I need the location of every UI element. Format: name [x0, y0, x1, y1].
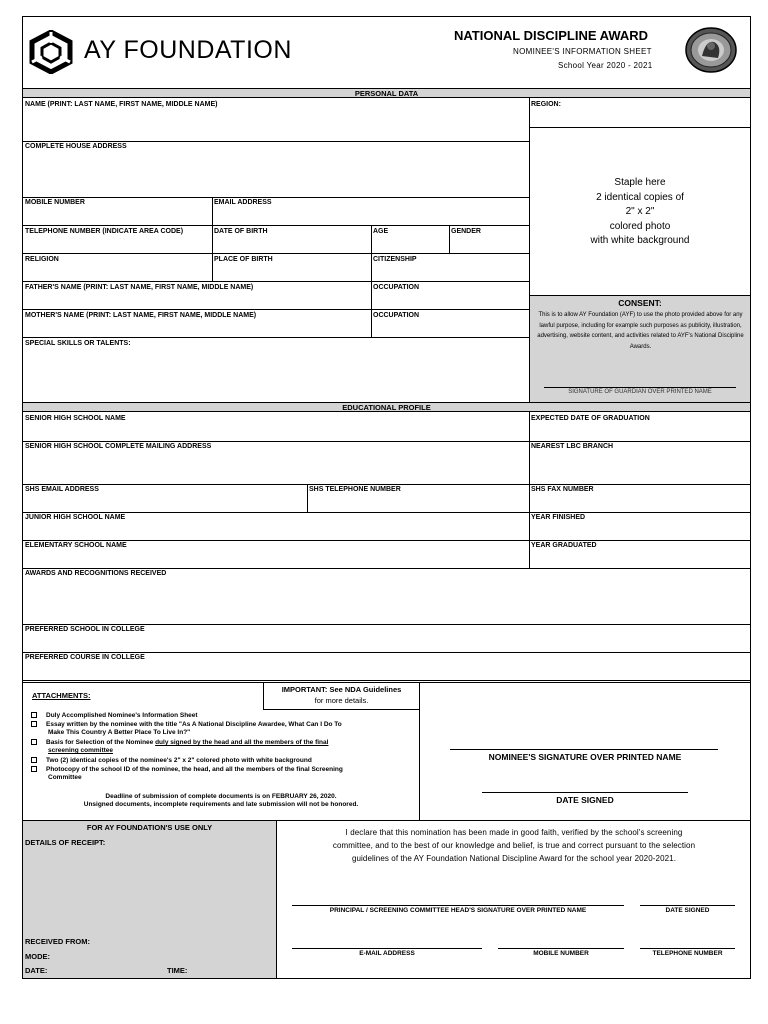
nominee-signature-label: NOMINEE'S SIGNATURE OVER PRINTED NAME — [488, 752, 682, 762]
declaration-text — [278, 826, 750, 865]
foundation-seal-icon — [684, 26, 738, 74]
deadline-note: Deadline of submission of complete documents is on FEBRUARY 26, 2020. — [105, 793, 337, 800]
principal-email-label: E-MAIL ADDRESS — [359, 950, 415, 957]
principal-telephone-label: TELEPHONE NUMBER — [652, 950, 723, 957]
consent-text: This is to allow AY Foundation (AYF) to use the photo provided above for any lawful purpose, including for example such purposes as publicity, illustration, advertising, website content, and activities related to AYF's National Discipline Awards. — [537, 312, 744, 350]
shs-email-label: SHS EMAIL ADDRESS — [25, 486, 99, 493]
attachment-item-cont: screening committee — [48, 747, 114, 754]
principal-signature-label: PRINCIPAL / SCREENING COMMITTEE HEAD'S SIGNATURE OVER PRINTED NAME — [329, 907, 587, 914]
educational-profile-header: EDUCATIONAL PROFILE — [23, 402, 750, 412]
checkbox-icon[interactable] — [31, 712, 37, 718]
attachment-item: Two (2) identical copies of the nominee's 2" x 2" colored photo with white background — [31, 757, 391, 765]
checkbox-icon[interactable] — [31, 757, 37, 763]
college-course-label: PREFERRED COURSE IN COLLEGE — [25, 654, 145, 661]
photo-line-4: colored photo — [609, 220, 671, 232]
awards-label: AWARDS AND RECOGNITIONS RECEIVED — [25, 570, 167, 577]
checkbox-icon[interactable] — [31, 721, 37, 727]
telephone-label: TELEPHONE NUMBER (INDICATE AREA CODE) — [25, 228, 184, 235]
photo-instructions — [530, 176, 750, 249]
email-label: EMAIL ADDRESS — [214, 199, 272, 206]
time-label: TIME: — [167, 966, 188, 975]
shs-address-label: SENIOR HIGH SCHOOL COMPLETE MAILING ADDRESS — [25, 443, 212, 450]
photo-line-1: Staple here — [614, 177, 666, 188]
important-line-2: for more details. — [314, 696, 369, 705]
jhs-name-label: JUNIOR HIGH SCHOOL NAME — [25, 514, 126, 521]
shs-fax-label: SHS FAX NUMBER — [531, 486, 594, 493]
shs-phone-label: SHS TELEPHONE NUMBER — [309, 486, 401, 493]
attachment-item-cont: Make This Country A Better Place To Live In?" — [48, 729, 191, 736]
personal-data-header: PERSONAL DATA — [23, 88, 750, 98]
photo-line-5: with white background — [590, 235, 690, 246]
lbc-label: NEAREST LBC BRANCH — [531, 443, 614, 450]
declaration-line-1: I declare that this nomination has been made in good faith, verified by the school's screening — [345, 828, 683, 837]
attachment-item-cont: Committee — [48, 774, 82, 781]
address-label: COMPLETE HOUSE ADDRESS — [25, 143, 127, 150]
hexagon-logo-icon — [28, 30, 74, 74]
gender-label: GENDER — [451, 228, 481, 235]
mother-occupation-label: OCCUPATION — [373, 312, 420, 319]
college-school-label: PREFERRED SCHOOL IN COLLEGE — [25, 626, 145, 633]
year-finished-label: YEAR FINISHED — [531, 514, 586, 521]
checkbox-icon[interactable] — [31, 739, 37, 745]
logo — [28, 30, 74, 74]
father-label: FATHER'S NAME (PRINT: LAST NAME, FIRST NAME, MIDDLE NAME) — [25, 284, 254, 291]
seal — [684, 26, 738, 74]
principal-date-signed-label: DATE SIGNED — [665, 907, 710, 914]
guardian-signature-label: SIGNATURE OF GUARDIAN OVER PRINTED NAME — [568, 389, 712, 395]
award-title: NATIONAL DISCIPLINE AWARD — [454, 28, 649, 43]
age-label: AGE — [373, 228, 389, 235]
mode-label: MODE: — [25, 952, 50, 961]
unsigned-note: Unsigned documents, incomplete requirements and late submission will not be honored. — [83, 801, 359, 808]
principal-mobile-label: MOBILE NUMBER — [533, 950, 589, 957]
date-label: DATE: — [25, 966, 48, 975]
region-label: REGION: — [531, 101, 561, 108]
checkbox-icon[interactable] — [31, 766, 37, 772]
grad-date-label: EXPECTED DATE OF GRADUATION — [531, 415, 650, 422]
nominee-date-signed-label: DATE SIGNED — [556, 795, 614, 805]
attachment-item: Photocopy of the school ID of the nominee, the head, and all the members of the final Screening — [31, 766, 391, 774]
mobile-label: MOBILE NUMBER — [25, 199, 85, 206]
photo-line-2: 2 identical copies of — [596, 191, 684, 203]
citizenship-label: CITIZENSHIP — [373, 256, 417, 263]
attachment-item: Essay written by the nominee with the title "As A National Discipline Awardee, What Can I Do To — [31, 721, 391, 729]
consent-title: CONSENT: — [618, 298, 662, 308]
school-year: School Year 2020 - 2021 — [558, 61, 653, 70]
skills-label: SPECIAL SKILLS OR TALENTS: — [25, 340, 131, 347]
attachment-item: Basis for Selection of the Nominee duly signed by the head and all the members of the final — [31, 739, 391, 747]
dob-label: DATE OF BIRTH — [214, 228, 268, 235]
logo-text: AY FOUNDATION — [84, 36, 292, 64]
attachment-item: Duly Accomplished Nominee's Information Sheet — [31, 712, 391, 720]
sheet-title: NOMINEE'S INFORMATION SHEET — [513, 47, 652, 56]
office-use-title: FOR AY FOUNDATION'S USE ONLY — [86, 823, 213, 832]
important-note — [264, 684, 419, 706]
shs-name-label: SENIOR HIGH SCHOOL NAME — [25, 415, 126, 422]
attachments-title: ATTACHMENTS: — [32, 691, 91, 700]
important-line-1: IMPORTANT: See NDA Guidelines — [281, 685, 402, 694]
received-from-label: RECEIVED FROM: — [25, 937, 91, 946]
mother-label: MOTHER'S NAME (PRINT: LAST NAME, FIRST NAME, MIDDLE NAME) — [25, 312, 257, 319]
religion-label: RELIGION — [25, 256, 59, 263]
declaration-line-3: guidelines of the AY Foundation National Discipline Award for the school year 2020-2021. — [351, 854, 677, 863]
declaration-line-2: committee, and to the best of our knowledge and belief, is true and correct pursuant to the selection — [332, 841, 696, 850]
pob-label: PLACE OF BIRTH — [214, 256, 273, 263]
elem-name-label: ELEMENTARY SCHOOL NAME — [25, 542, 127, 549]
father-occupation-label: OCCUPATION — [373, 284, 420, 291]
name-label: NAME (PRINT: LAST NAME, FIRST NAME, MIDDLE NAME) — [25, 101, 218, 108]
year-graduated-label: YEAR GRADUATED — [531, 542, 597, 549]
photo-line-3: 2" x 2" — [625, 206, 655, 217]
details-of-receipt-label: DETAILS OF RECEIPT: — [25, 838, 106, 847]
